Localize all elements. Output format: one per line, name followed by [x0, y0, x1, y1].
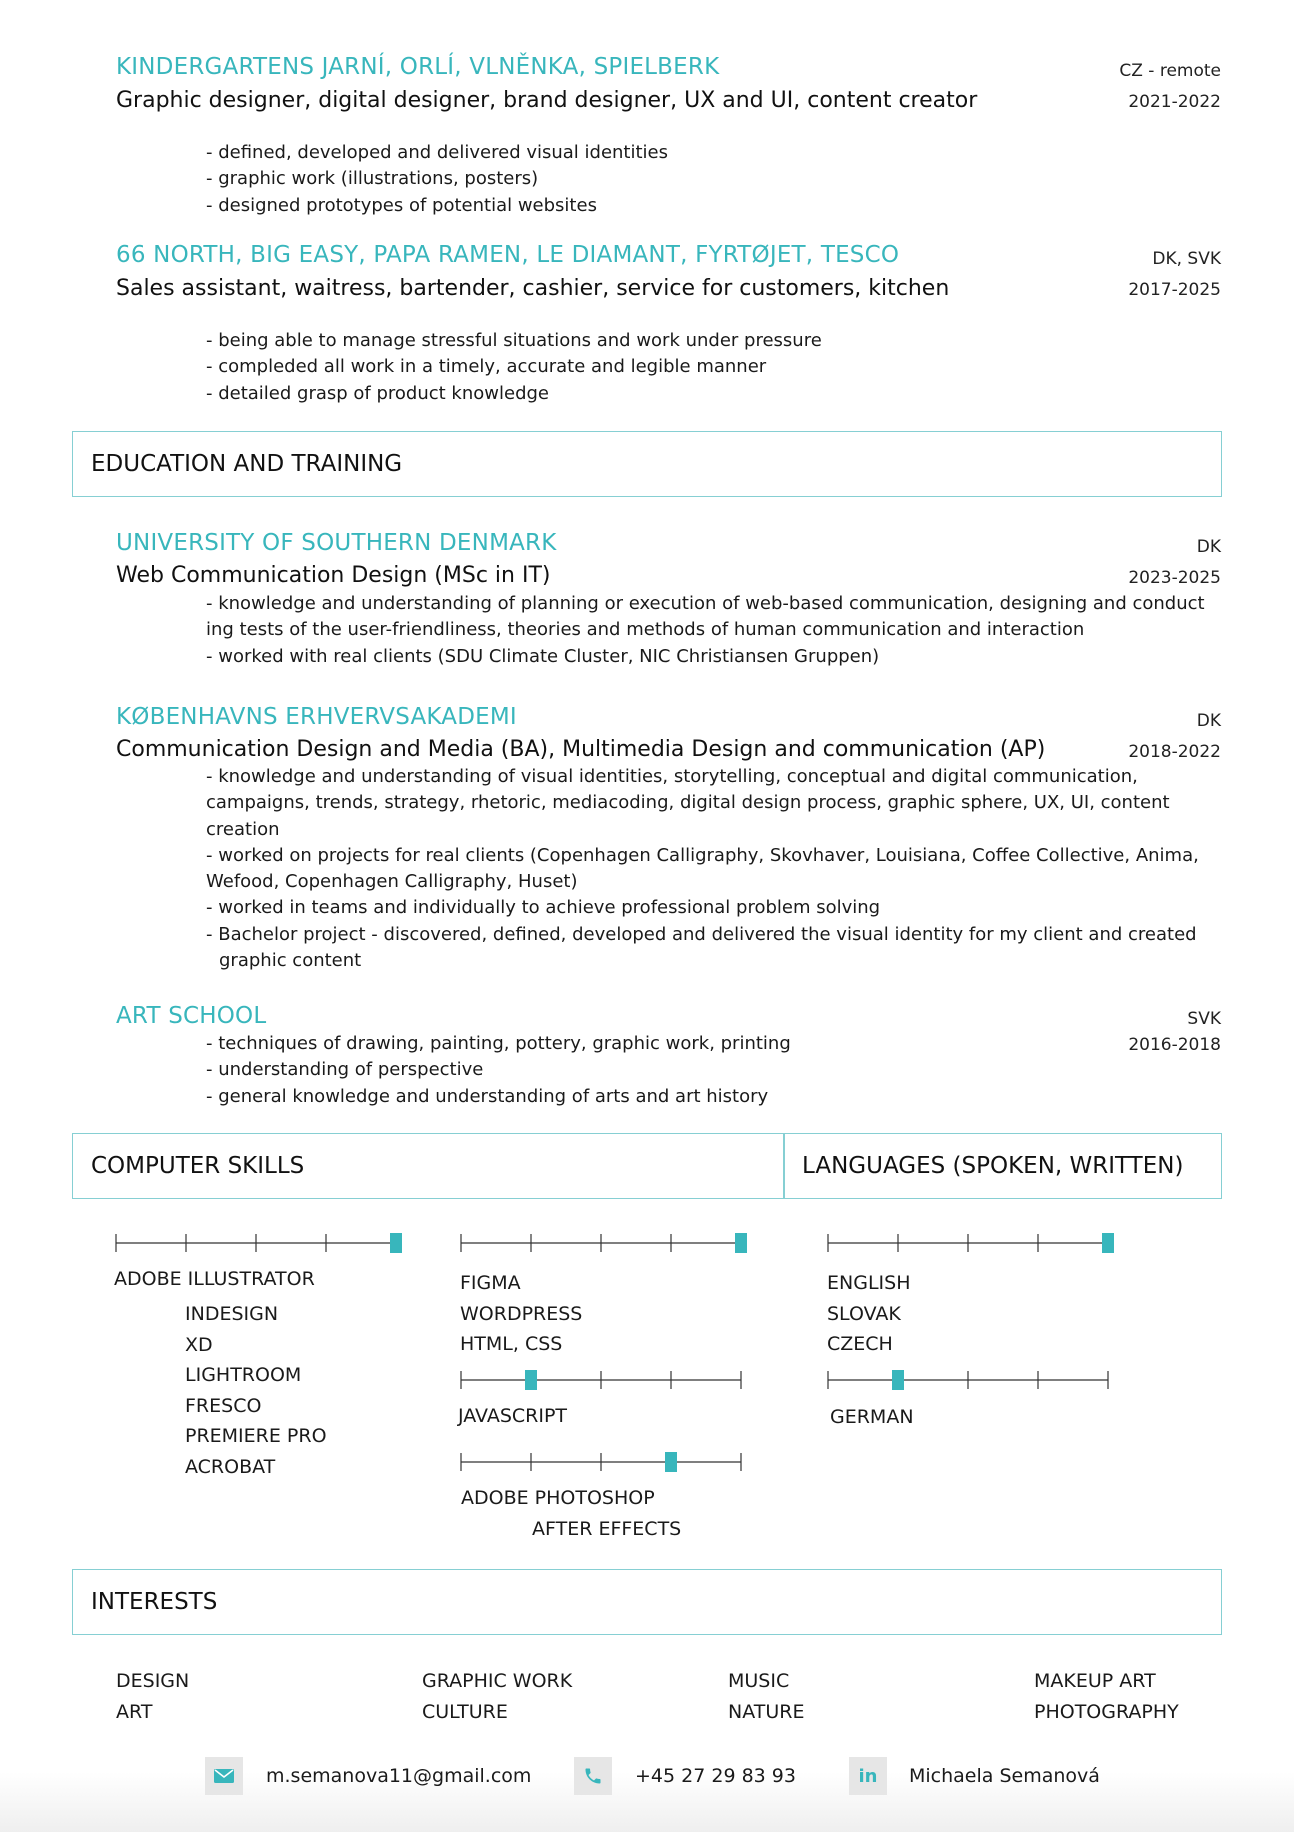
- education-org: UNIVERSITY OF SOUTHERN DENMARK: [116, 530, 557, 556]
- skill-item: ACROBAT: [185, 1455, 276, 1478]
- section-title: EDUCATION AND TRAINING: [91, 451, 403, 477]
- bullet-line: - worked with real clients (SDU Climate Cluster, NIC Christiansen Gruppen): [206, 645, 880, 667]
- bullet-line: creation: [206, 818, 280, 840]
- interest-item: MUSIC: [728, 1670, 790, 1692]
- phone-icon: [574, 1757, 612, 1795]
- education-org: KØBENHAVNS ERHVERVSAKADEMI: [116, 704, 517, 730]
- skill-item: FRESCO: [185, 1394, 262, 1417]
- linkedin-icon: [849, 1757, 887, 1795]
- experience-role: Graphic designer, digital designer, brand designer, UX and UI, content creator: [116, 88, 978, 113]
- interest-column: [422, 1666, 572, 1727]
- skill-item: INDESIGN: [185, 1303, 279, 1325]
- education-bullets: [206, 591, 1205, 670]
- interest-item: ART: [116, 1700, 153, 1723]
- skill-list: [185, 1299, 327, 1482]
- experience-location: CZ - remote: [1119, 61, 1221, 81]
- education-location: SVK: [1187, 1009, 1221, 1029]
- scale-level-marker: [892, 1370, 904, 1390]
- interest-item: DESIGN: [116, 1670, 190, 1692]
- section-title: INTERESTS: [91, 1589, 218, 1615]
- skill-level-scale: [455, 1367, 755, 1393]
- language-level-scale: [822, 1367, 1122, 1393]
- experience-years: 2017-2025: [1128, 280, 1221, 300]
- skill-level-scale: [110, 1230, 410, 1256]
- education-section-header: [72, 431, 1222, 497]
- language-item: CZECH: [827, 1333, 893, 1355]
- skill-level-scale: [455, 1230, 755, 1256]
- skill-item: PREMIERE PRO: [185, 1425, 327, 1447]
- language-level-scale: [822, 1230, 1122, 1256]
- education-years: 2018-2022: [1128, 742, 1221, 762]
- experience-role: Sales assistant, waitress, bartender, cashier, service for customers, kitchen: [116, 276, 950, 301]
- skill-item: HTML, CSS: [460, 1333, 563, 1355]
- skill-item: FIGMA: [460, 1272, 521, 1294]
- scale-level-marker: [1102, 1233, 1114, 1253]
- bullet-line: - techniques of drawing, painting, pottery, graphic work, printing: [206, 1033, 791, 1054]
- interest-column: [1034, 1666, 1179, 1727]
- education-years: 2016-2018: [1128, 1035, 1221, 1055]
- bullet-line: - compleded all work in a timely, accurate and legible manner: [206, 356, 767, 378]
- language-list: [827, 1268, 910, 1360]
- phone-link[interactable]: +45 27 29 83 93: [635, 1765, 796, 1787]
- education-bullets: [206, 764, 1199, 974]
- section-title: LANGUAGES (SPOKEN, WRITTEN): [802, 1153, 1184, 1179]
- skill-list: [460, 1268, 582, 1360]
- experience-years: 2021-2022: [1128, 92, 1221, 112]
- interest-item: NATURE: [728, 1700, 805, 1723]
- language-item: SLOVAK: [827, 1302, 901, 1325]
- interest-column: [116, 1666, 189, 1727]
- experience-bullets: [206, 140, 668, 219]
- experience-location: DK, SVK: [1152, 249, 1221, 269]
- education-role: Web Communication Design (MSc in IT): [116, 563, 551, 588]
- section-title: COMPUTER SKILLS: [91, 1153, 305, 1179]
- bullet-line: ing tests of the user-friendliness, theories and methods of human communication and interaction: [206, 619, 1085, 641]
- bullet-line: - knowledge and understanding of visual identities, storytelling, conceptual and digital communication,: [206, 766, 1138, 787]
- computer-skills-section-header: [72, 1133, 785, 1199]
- scale-level-marker: [665, 1452, 677, 1472]
- experience-bullets: [206, 328, 822, 407]
- bullet-line: - being able to manage stressful situations and work under pressure: [206, 330, 822, 351]
- bullet-line: - worked on projects for real clients (Copenhagen Calligraphy, Skovhaver, Louisiana, Coffee Collective, Anima,: [206, 844, 1199, 866]
- scale-level-marker: [390, 1233, 402, 1253]
- envelope-icon: [205, 1757, 243, 1795]
- education-location: DK: [1196, 711, 1221, 731]
- linkedin-icon-label: in: [858, 1765, 878, 1787]
- bullet-line: - general knowledge and understanding of arts and art history: [206, 1085, 769, 1107]
- bullet-line: - detailed grasp of product knowledge: [206, 382, 550, 404]
- education-bullets: [206, 1031, 791, 1110]
- skill-item: ADOBE ILLUSTRATOR: [114, 1268, 315, 1290]
- skill-item: AFTER EFFECTS: [532, 1518, 682, 1540]
- bullet-line: - designed prototypes of potential websites: [206, 194, 597, 216]
- interest-column: [728, 1666, 804, 1727]
- bullet-line: Wefood, Copenhagen Calligraphy, Huset): [206, 871, 578, 893]
- experience-org: 66 NORTH, BIG EASY, PAPA RAMEN, LE DIAMANT, FYRTØJET, TESCO: [116, 242, 900, 268]
- bullet-line: campaigns, trends, strategy, rhetoric, mediacoding, digital design process, graphic sphere, UX, UI, content: [206, 792, 1170, 814]
- scale-level-marker: [735, 1233, 747, 1253]
- education-location: DK: [1196, 537, 1221, 557]
- bullet-line: - understanding of perspective: [206, 1059, 484, 1081]
- linkedin-link[interactable]: Michaela Semanová: [909, 1765, 1100, 1787]
- languages-section-header: [783, 1133, 1222, 1199]
- interests-section-header: [72, 1569, 1222, 1635]
- language-item: ENGLISH: [827, 1272, 911, 1294]
- interest-item: PHOTOGRAPHY: [1034, 1700, 1179, 1723]
- skill-item: XD: [185, 1333, 213, 1356]
- bullet-line: - Bachelor project - discovered, defined, developed and delivered the visual identity for my client and created: [206, 923, 1197, 945]
- interest-item: CULTURE: [422, 1700, 508, 1723]
- bullet-line: graphic content: [219, 950, 362, 972]
- bullet-line: - graphic work (illustrations, posters): [206, 168, 539, 190]
- education-years: 2023-2025: [1128, 568, 1221, 588]
- skill-item: WORDPRESS: [460, 1302, 583, 1325]
- skill-item: LIGHTROOM: [185, 1364, 302, 1386]
- scale-level-marker: [525, 1370, 537, 1390]
- interest-item: GRAPHIC WORK: [422, 1670, 573, 1692]
- education-org: ART SCHOOL: [116, 1003, 267, 1029]
- experience-org: KINDERGARTENS JARNÍ, ORLÍ, VLNĚNKA, SPIELBERK: [116, 54, 720, 80]
- bullet-line: - worked in teams and individually to achieve professional problem solving: [206, 897, 881, 919]
- interest-item: MAKEUP ART: [1034, 1670, 1156, 1692]
- skill-item: ADOBE PHOTOSHOP: [461, 1487, 655, 1509]
- bullet-line: - knowledge and understanding of planning or execution of web-based communication, designing and conduct: [206, 593, 1205, 614]
- skill-item: JAVASCRIPT: [458, 1405, 568, 1427]
- language-item: GERMAN: [830, 1406, 914, 1428]
- skill-level-scale: [455, 1449, 755, 1475]
- email-link[interactable]: m.semanova11@gmail.com: [266, 1765, 532, 1787]
- bullet-line: - defined, developed and delivered visual identities: [206, 142, 669, 163]
- education-role: Communication Design and Media (BA), Multimedia Design and communication (AP): [116, 737, 1046, 762]
